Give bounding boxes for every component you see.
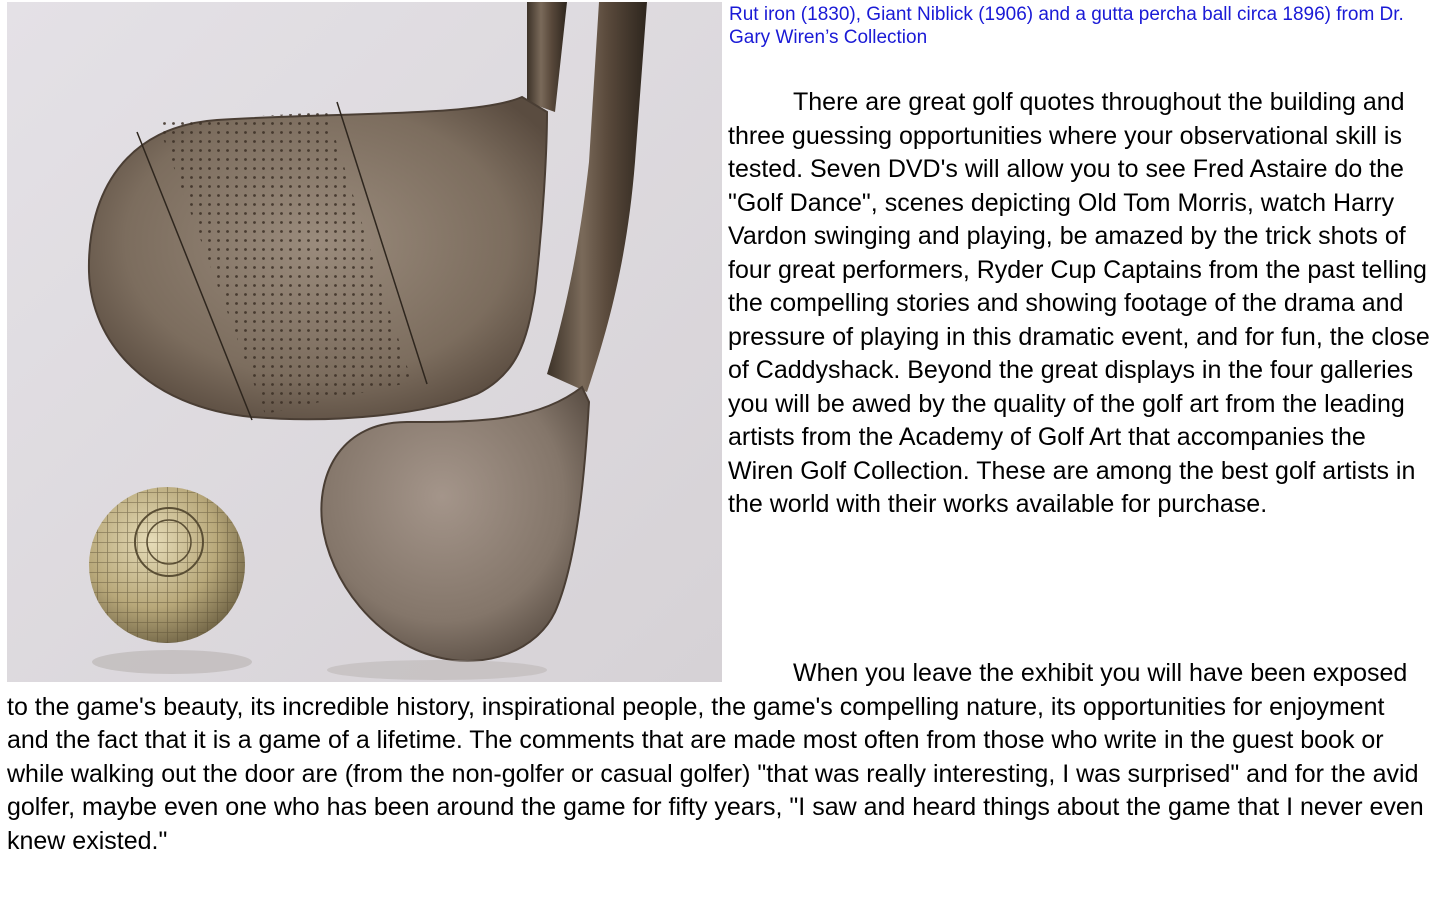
photo-caption: Rut iron (1830), Giant Niblick (1906) and a gutta percha ball circa 1896) from Dr. Gary Wiren’s Collection	[729, 4, 1404, 48]
body-paragraph-2-text: When you leave the exhibit you will have been exposed to the game's beauty, its incredible history, inspirational people, the game's compelling nature, its opportunities for enjoyment and the fact that it is a game of a lifetime. The comments that are made most often from those who write in the guest book or while walking out the door are (from the non-golfer or casual golfer) "that was really interesting, I was surprised" and for the avid golfer, maybe even one who has been around the game for fifty years, "I saw and heard things about the game that I never even knew existed."	[7, 659, 1424, 855]
golf-clubs-photo	[7, 2, 722, 682]
body-paragraph-2	[7, 657, 1433, 858]
body-paragraph-1	[728, 86, 1436, 522]
body-paragraph-1-text: There are great golf quotes throughout the building and three guessing opportunities where your observational skill is tested. Seven DVD's will allow you to see Fred Astaire do the "Golf Dance", scenes depicting Old Tom Morris, watch Harry Vardon swinging and playing, be amazed by the trick shots of four great performers, Ryder Cup Captains from the past telling the compelling stories and showing footage of the drama and pressure of playing in this dramatic event, and for fun, the close of Caddyshack. Beyond the great displays in the four galleries you will be awed by the quality of the golf art from the leading artists from the Academy of Golf Art that accompanies the Wiren Golf Collection. These are among the best golf artists in the world with their works available for purchase.	[728, 88, 1430, 518]
